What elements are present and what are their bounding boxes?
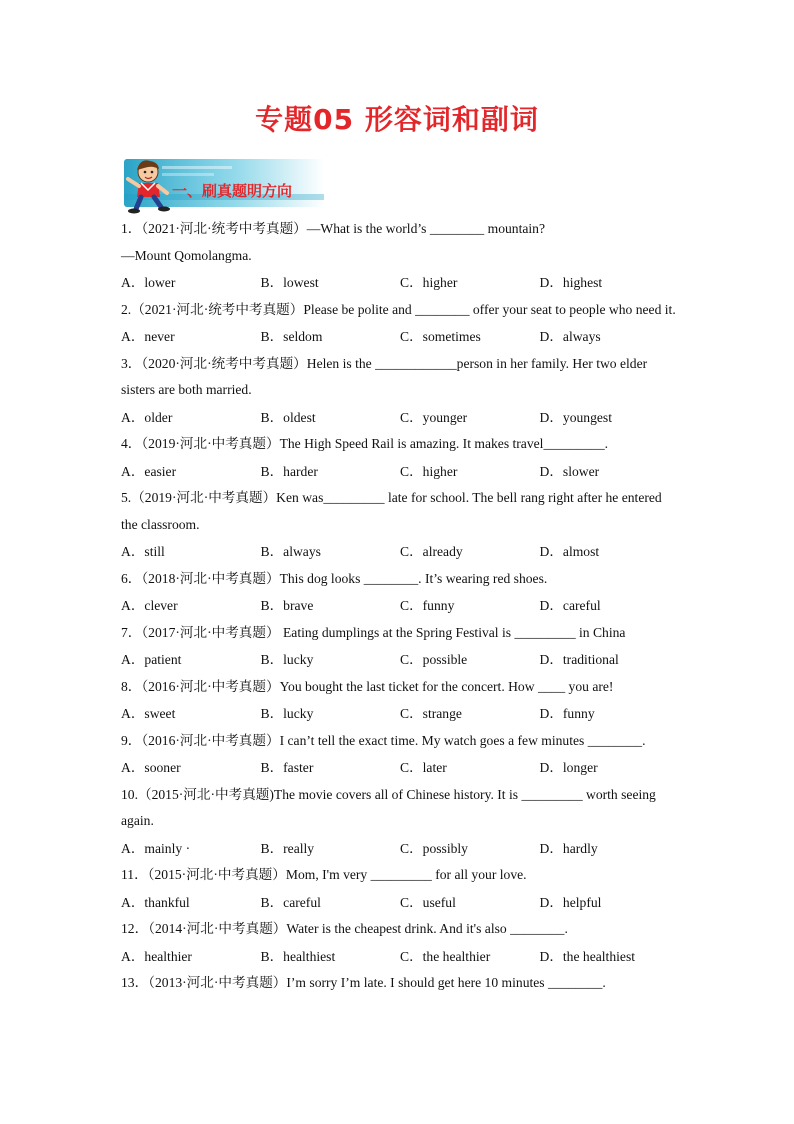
question-stem: 7．（2017·河北·中考真题） Eating dumplings at the Spring Festival is _________ in China (121, 624, 626, 640)
option-a: A．never (121, 329, 175, 344)
answer-options (121, 889, 681, 917)
option-b: B．careful (260, 894, 321, 910)
option-d: D．the healthiest (539, 948, 636, 964)
question-12 (121, 916, 681, 970)
question-stem: 11．（2015·河北·中考真题）Mom, I'm very _________ for all your love. (121, 867, 527, 882)
option-b: B．lowest (260, 275, 319, 290)
question-6 (121, 566, 681, 620)
answer-options (121, 323, 681, 351)
option-d: D．careful (539, 598, 601, 613)
question-9 (121, 728, 681, 782)
option-d: D．traditional (539, 652, 619, 667)
option-d: D．youngest (539, 409, 612, 425)
question-stem: 2.（2021·河北·统考中考真题）Please be polite and ________ offer your seat to people who need it. (121, 301, 676, 317)
section-banner (122, 156, 327, 214)
option-b: B．lucky (260, 706, 314, 721)
question-stem: 12．（2014·河北·中考真题）Water is the cheapest drink. And it's also ________. (121, 921, 568, 936)
option-a: A．mainly · (121, 840, 191, 856)
option-b: B．really (260, 840, 315, 856)
question-stem: 1．（2021·河北·统考中考真题）—What is the world’s ________ mountain? (121, 221, 546, 236)
option-c: C．younger (400, 409, 468, 425)
option-b: B．brave (260, 598, 314, 613)
answer-options (121, 269, 681, 297)
option-b: B．seldom (260, 329, 323, 344)
question-2 (121, 297, 681, 351)
question-stem: 5.（2019·河北·中考真题）Ken was_________ late for school. The bell rang right after he entered the classroom. (121, 490, 662, 532)
option-c: C．higher (400, 275, 458, 290)
answer-options (121, 538, 681, 566)
option-b: B．faster (260, 760, 314, 775)
answer-options (121, 754, 681, 782)
option-c: C．later (400, 760, 447, 775)
question-stem: 8．（2016·河北·中考真题）You bought the last ticket for the concert. How ____ you are! (121, 678, 614, 694)
option-b: B．always (260, 544, 321, 559)
question-1 (121, 216, 681, 297)
option-c: C．possibly (400, 840, 468, 856)
answer-options (121, 458, 681, 486)
option-b: B．oldest (260, 409, 316, 425)
option-c: C．useful (400, 894, 456, 910)
page-title: 专题05 形容词和副词 (255, 103, 539, 136)
question-list (121, 216, 681, 997)
option-c: C．funny (400, 598, 455, 613)
question-stem: 6．（2018·河北·中考真题）This dog looks ________. It’s wearing red shoes. (121, 570, 548, 586)
question-continuation: —Mount Qomolangma. (121, 247, 252, 263)
option-c: C．higher (400, 463, 458, 479)
option-d: D．hardly (539, 840, 598, 856)
option-a: A．lower (121, 275, 176, 290)
option-a: A．older (121, 409, 173, 425)
option-c: C．strange (400, 706, 462, 721)
option-a: A．sooner (121, 760, 181, 775)
section-heading: 一、刷真题明方向 (172, 182, 293, 200)
option-d: D．highest (539, 275, 603, 290)
question-8 (121, 674, 681, 728)
question-stem: 13．（2013·河北·中考真题）I’m sorry I’m late. I should get here 10 minutes ________. (121, 975, 606, 990)
option-a: A．patient (121, 652, 182, 667)
option-d: D．almost (539, 544, 600, 559)
option-c: C．the healthier (400, 948, 491, 964)
option-a: A．easier (121, 463, 177, 479)
answer-options (121, 700, 681, 728)
question-5 (121, 485, 681, 566)
option-a: A．clever (121, 598, 178, 613)
answer-options (121, 592, 681, 620)
option-a: A．still (121, 544, 165, 559)
option-a: A．healthier (121, 948, 192, 964)
answer-options (121, 943, 681, 971)
question-7 (121, 620, 681, 674)
question-stem: 3．（2020·河北·统考中考真题）Helen is the ____________person in her family. Her two elder sisters are both married. (121, 355, 648, 397)
option-a: A．sweet (121, 706, 176, 721)
option-d: D．longer (539, 760, 598, 775)
option-d: D．funny (539, 706, 595, 721)
question-13 (121, 970, 681, 997)
option-c: C．already (400, 544, 463, 559)
option-b: B．harder (260, 463, 318, 479)
question-stem: 4．（2019·河北·中考真题）The High Speed Rail is amazing. It makes travel_________. (121, 436, 609, 451)
question-4 (121, 431, 681, 485)
option-b: B．healthiest (260, 948, 336, 964)
question-stem: 9．（2016·河北·中考真题）I can’t tell the exact time. My watch goes a few minutes ________. (121, 732, 646, 748)
option-c: C．sometimes (400, 329, 481, 344)
question-3 (121, 351, 681, 432)
option-b: B．lucky (260, 652, 314, 667)
option-d: D．slower (539, 463, 600, 479)
question-10 (121, 782, 681, 863)
option-a: A．thankful (121, 894, 190, 910)
question-11 (121, 862, 681, 916)
answer-options (121, 646, 681, 674)
answer-options (121, 835, 681, 863)
option-d: D．helpful (539, 894, 602, 910)
question-stem: 10.（2015·河北·中考真题)The movie covers all of Chinese history. It is _________ worth seeing again. (121, 786, 656, 828)
option-c: C．possible (400, 652, 468, 667)
option-d: D．always (539, 329, 601, 344)
answer-options (121, 404, 681, 432)
